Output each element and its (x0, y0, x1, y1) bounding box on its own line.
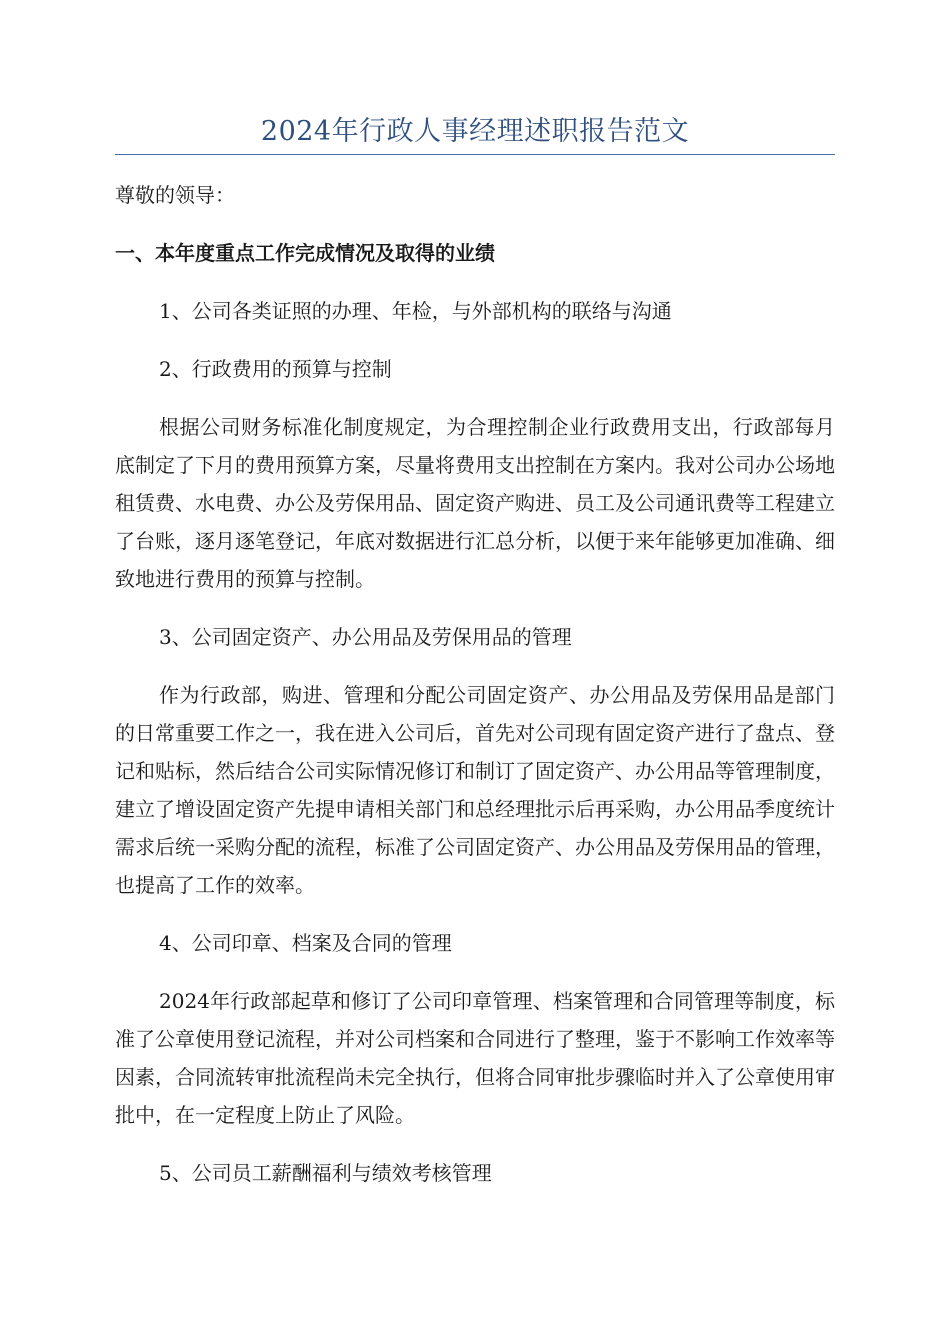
item-paragraph-3: 作为行政部，购进、管理和分配公司固定资产、办公用品及劳保用品是部门的日常重要工作之一，我在进入公司后，首先对公司现有固定资产进行了盘点、登记和贴标，然后结合公司实际情况修订和制订了固定资产、办公用品等管理制度，建立了增设固定资产先提申请相关部门和总经理批示后再采购，办公用品季度统计需求后统一采购分配的流程，标准了公司固定资产、办公用品及劳保用品的管理，也提高了工作的效率。 (115, 683, 835, 897)
item-heading-2: 2、行政费用的预算与控制 (159, 357, 392, 381)
item-heading-1: 1、公司各类证照的办理、年检，与外部机构的联络与沟通 (159, 299, 672, 323)
item-heading-3: 3、公司固定资产、办公用品及劳保用品的管理 (159, 625, 572, 649)
title-underline (115, 154, 835, 155)
item-paragraph-4: 2024年行政部起草和修订了公司印章管理、档案管理和合同管理等制度，标准了公章使用登记流程，并对公司档案和合同进行了整理，鉴于不影响工作效率等因素，合同流转审批流程尚未完全执行，但将合同审批步骤临时并入了公章使用审批中，在一定程度上防止了风险。 (115, 989, 835, 1127)
item-heading-4: 4、公司印章、档案及合同的管理 (159, 931, 452, 955)
document-body (115, 176, 835, 1212)
document-title: 2024年行政人事经理述职报告范文 (260, 116, 690, 147)
salutation: 尊敬的领导： (115, 183, 235, 207)
section-heading-1: 一、本年度重点工作完成情况及取得的业绩 (115, 241, 495, 265)
item-heading-5: 5、公司员工薪酬福利与绩效考核管理 (159, 1161, 492, 1185)
item-paragraph-2: 根据公司财务标准化制度规定，为合理控制企业行政费用支出，行政部每月底制定了下月的费用预算方案，尽量将费用支出控制在方案内。我对公司办公场地租赁费、水电费、办公及劳保用品、固定资产购进、员工及公司通讯费等工程建立了台账，逐月逐笔登记，年底对数据进行汇总分析，以便于来年能够更加准确、细致地进行费用的预算与控制。 (115, 415, 835, 591)
